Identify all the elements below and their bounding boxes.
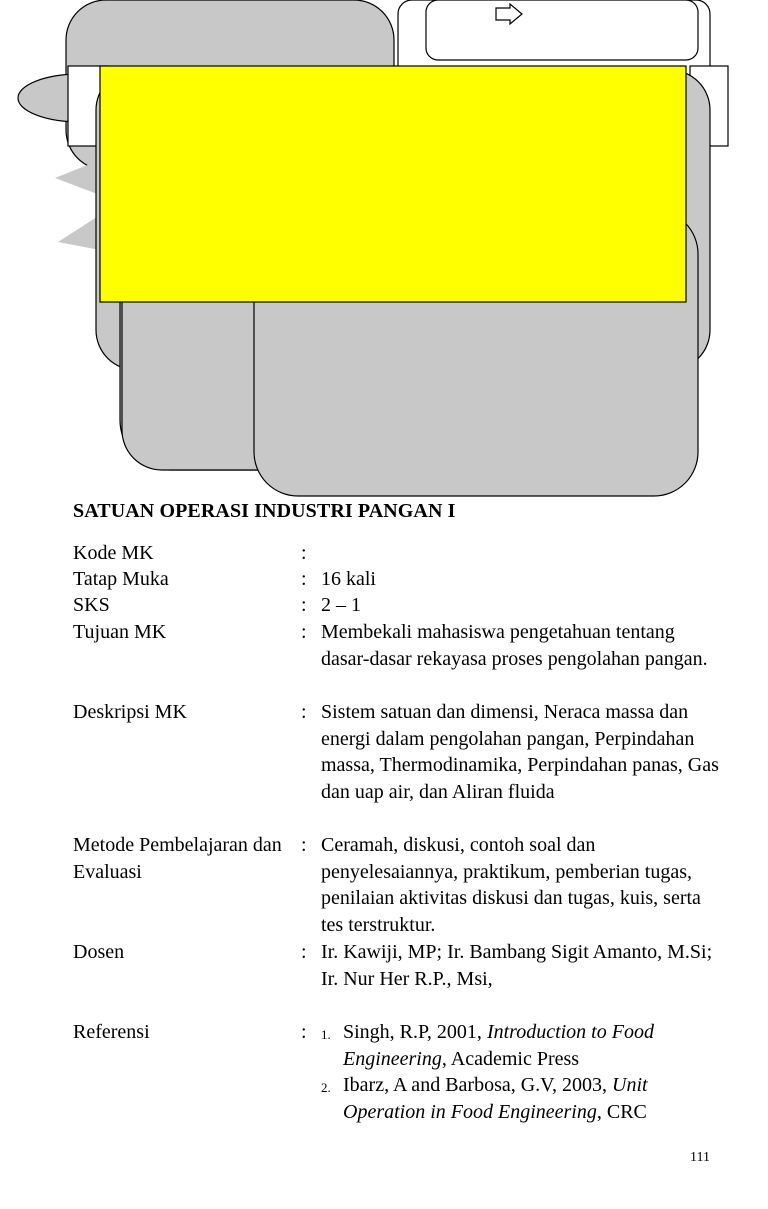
field-colon: : [301,621,307,643]
field-label: SKS [73,594,110,616]
field-label: Tujuan MK [73,621,167,643]
reference-number: 1. [321,1027,331,1042]
field-colon: : [301,594,307,616]
reference-publisher: , Academic Press [441,1047,580,1070]
panel-top-inner [426,0,698,60]
references-colon: : [301,1021,307,1043]
field-label: Tatap Muka [73,568,169,590]
field-value: 16 kali [321,568,376,590]
field-colon: : [301,701,307,723]
field-label: Deskripsi MK [73,701,187,723]
spike-left-top [55,160,100,195]
field-value: Ceramah, diskusi, contoh soal dan penyelesaiannya, praktikum, pemberian tugas, penilaian aktivitas diskusi dan tugas, kuis, serta tes terstruktur. [321,834,701,936]
field-colon: : [301,542,307,564]
yellow-box [100,66,686,302]
reference-book-title: Unit Operation in Food Engineering [343,1074,648,1123]
references-list [321,1019,721,1125]
field-colon: : [301,834,307,856]
decorative-graphic [0,0,768,500]
field-label: Kode MK [73,542,154,564]
reference-item [321,1072,721,1125]
references-label: Referensi [73,1021,150,1043]
field-colon: : [301,941,307,963]
spike-left [58,215,100,250]
reference-number: 2. [321,1080,331,1096]
page-number: 111 [690,1150,710,1165]
course-title: SATUAN OPERASI INDUSTRI PANGAN I [73,500,456,522]
field-value: Ir. Kawiji, MP; Ir. Bambang Sigit Amanto, M.Si; Ir. Nur Her R.P., Msi, [321,941,713,990]
reference-book-title: Introduction to Food Engineering [343,1021,654,1070]
reference-author: Singh, R.P, 2001, [343,1021,487,1043]
reference-publisher: , CRC [596,1100,647,1123]
field-value: Membekali mahasiswa pengetahuan tentang dasar-dasar rekayasa proses pengolahan pangan. [321,621,708,670]
field-colon: : [301,568,307,590]
field-value: Sistem satuan dan dimensi, Neraca massa dan energi dalam pengolahan pangan, Perpindahan massa, Thermodinamika, Perpindahan panas, Gas dan uap air, dan Aliran fluida [321,701,719,803]
field-label: Dosen [73,941,125,963]
field-label: Metode Pembelajaran dan Evaluasi [73,834,282,883]
reference-item [321,1019,721,1072]
reference-author: Ibarz, A and Barbosa, G.V, 2003, [343,1074,613,1097]
field-value: 2 – 1 [321,594,361,616]
